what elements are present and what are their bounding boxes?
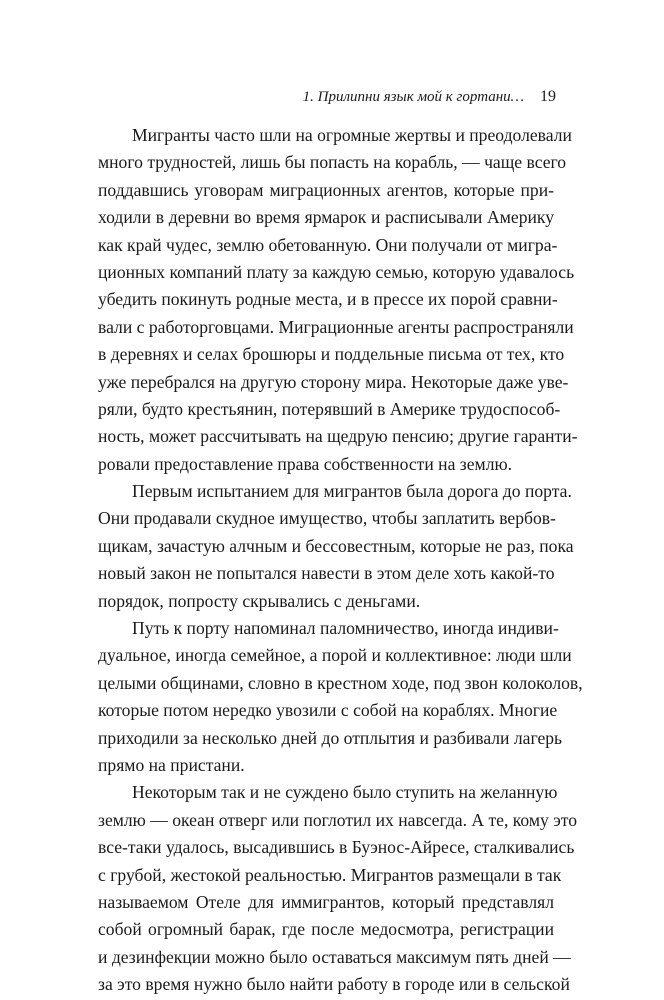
text-line: Мигранты часто шли на огромные жертвы и преодолевали (132, 125, 572, 145)
text-line: ность, может рассчитывать на щедрую пенсию; другие гаранти- (98, 426, 578, 447)
paragraph (98, 779, 578, 998)
text-line: ряли, будто крестьянин, потерявший в Америке трудоспособ- (98, 398, 561, 419)
page-number: 19 (540, 88, 556, 105)
paragraph (98, 478, 574, 615)
text-line: порядок, попросту скрывались с деньгами. (98, 590, 421, 611)
text-line: Они продавали скудное имущество, чтобы заплатить вербов- (98, 508, 556, 529)
text-line: дуальное, иногда семейное, а порой и коллективное: люди шли (98, 645, 572, 666)
text-line: и дезинфекции можно было оставаться максимум пять дней — (98, 946, 571, 967)
text-line: как край чудес, землю обетованную. Они получали от мигра- (98, 234, 558, 255)
text-line: уже перебрался на другую сторону мира. Некоторые даже уве- (98, 371, 569, 392)
text-line: с грубой, жестокой реальностью. Мигрантов размещали в так (98, 864, 562, 885)
text-line: поддавшись уговорам миграционных агентов, которые при- (98, 179, 554, 200)
paragraph (98, 615, 583, 779)
text-line: Первым испытанием для мигрантов была дорога до порта. (132, 481, 572, 502)
paragraph (98, 122, 578, 478)
text-line: много трудностей, лишь бы попасть на корабль, — чаще всего (98, 152, 567, 173)
text-line: ровали предоставление права собственности на землю. (98, 453, 513, 474)
text-line: Путь к порту напоминал паломничество, иногда индиви- (132, 618, 559, 639)
text-line: целыми общинами, словно в крестном ходе, под звон колоколов, (98, 672, 583, 693)
running-head (303, 88, 556, 106)
text-line: называемом Отеле для иммигрантов, который представлял (98, 891, 554, 912)
text-line: Некоторым так и не суждено было ступить на желанную (132, 782, 558, 803)
text-line: землю — океан отверг или поглотил их навсегда. А те, кому это (98, 809, 578, 830)
text-line: за это время нужно было найти работу в городе или в сельской (98, 974, 570, 995)
text-line: собой огромный барак, где после медосмотра, регистрации (98, 919, 554, 940)
text-line: щикам, зачастую алчным и бессовестным, которые не раз, пока (98, 535, 574, 556)
text-line: которые потом нередко увозили с собой на кораблях. Многие (98, 700, 558, 721)
text-line: новый закон не попытался навести в этом деле хоть какой-то (98, 563, 555, 584)
body-text (98, 122, 583, 999)
chapter-title: 1. Прилипни язык мой к гортани… (302, 89, 524, 105)
text-line: прямо на пристани. (98, 754, 245, 775)
text-line: вали с работорговцами. Миграционные агенты распространяли (98, 316, 574, 337)
text-line: в деревнях и селах брошюры и поддельные письма от тех, кто (98, 344, 565, 365)
text-line: все-таки удалось, высадившись в Буэнос-Айресе, сталкивались (98, 837, 575, 858)
text-line: приходили за несколько дней до отплытия и разбивали лагерь (98, 727, 563, 748)
text-line: убедить покинуть родные места, и в прессе их порой сравни- (98, 289, 558, 310)
text-line: ционных компаний плату за каждую семью, которую удавалось (98, 261, 575, 282)
text-line: ходили в деревни во время ярмарок и расписывали Америку (98, 207, 554, 228)
